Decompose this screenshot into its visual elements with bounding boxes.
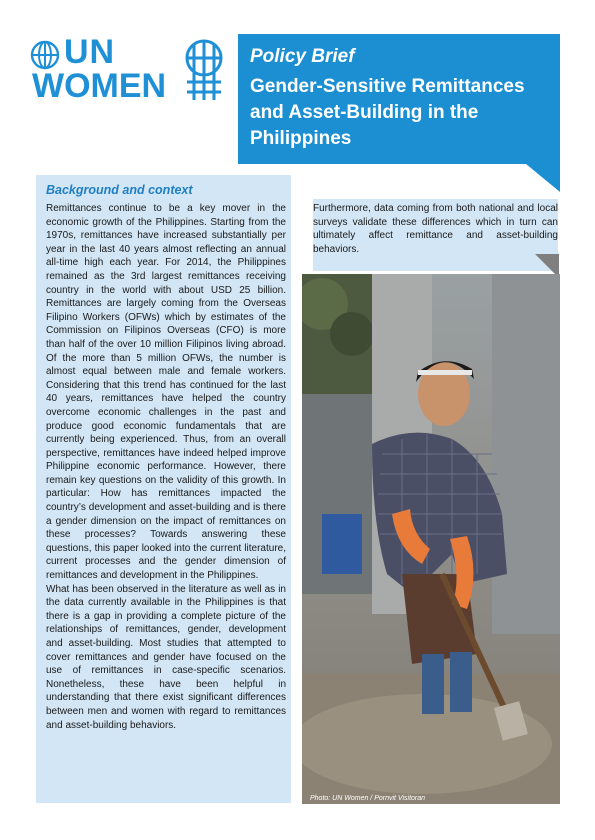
right-column-paragraph: Furthermore, data coming from both national and local surveys validate these differences which in turn can ultimately affect remittance and asset-building behaviors. [313,203,558,255]
section-heading: Background and context [46,183,193,197]
logo-text-women: WOMEN [32,67,167,105]
un-women-logo [30,33,230,105]
title-box [238,34,560,164]
document-title: Gender-Sensitive Remittances and Asset-Building in the Philippines [250,76,525,149]
photo-credit: Photo: UN Women / Pornvit Visitoran [310,795,426,802]
title-box-corner [526,164,560,192]
un-women-symbol-icon [182,38,226,102]
policy-brief-label: Policy Brief [250,46,355,67]
paragraph-2: What has been observed in the literature as well as in the data currently available in the Philippines is that there is a gap in providing a complete picture of the relationships of remittances, gender, development and asset-building. Most studies that attempted to cover remittances and gender have focused on the use of remittances in case-specific scenarios. Nonetheless, these have been helpful in understanding that there exist significant differences between men and women with regard to remittances and asset-building behaviors. [46,583,286,731]
un-globe-icon [30,40,60,70]
section-body [46,202,286,732]
photo-woman-working [302,274,560,804]
logo-text-un: UN [64,33,116,71]
background-section [36,175,291,803]
paragraph-1: Remittances continue to be a key mover in the economic growth of the Philippines. Starting from the 1970s, remittances have increased substantially per year in the last 40 years almost reflecting an annual all-time high each year. For 2014, the Philippines remained as the 3rd largest remittances receiving country in the world with about USD 25 billion. Remittances are largely coming from the Overseas Filipino Workers (OFWs) which by estimates of the Commission on Filipinos Overseas (CFO) is more than half of the over 10 million Filipinos living abroad. Of the more than 5 million OFWs, the number is almost equal between male and female workers. Considering that this trend has continued for the last 40 years, remittances have helped the country overcome economic challenges in the past and produce good economic fundamentals that are currently being experienced. Thus, from an overall perspective, remittances have indeed helped improve Philippine economic performance. However, there remain key questions on the validity of this growth. In particular: How has remittances impacted the country’s development and asset-building and is there a gender dimension on the impact of remittances on these processes? Towards answering these questions, this paper looked into the current literature, current processes and the gender dimension of remittances and development in the Philippines. [46,203,286,582]
right-column-text-box [313,199,558,271]
